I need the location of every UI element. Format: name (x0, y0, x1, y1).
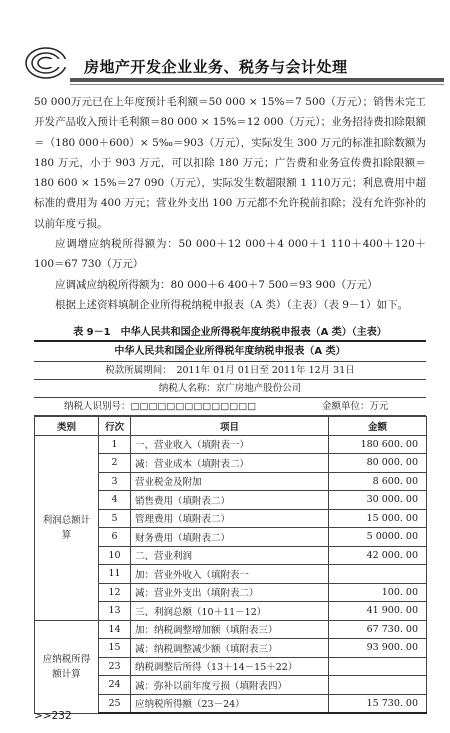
line-number-cell: 23 (99, 657, 131, 676)
amount-cell: 41 900. 00 (329, 602, 427, 621)
amount-cell: 30 000. 00 (329, 491, 427, 510)
table-row (35, 620, 427, 639)
item-cell: 纳税调整后所得（13＋14－15＋22） (131, 657, 329, 676)
amount-cell: 67 730. 00 (329, 620, 427, 639)
tax-return-form (34, 340, 426, 714)
line-number-cell: 15 (99, 639, 131, 658)
table-header-row (35, 417, 427, 436)
column-header: 行次 (99, 417, 131, 436)
item-cell: 营业税金及附加 (131, 472, 329, 491)
line-number-cell: 6 (99, 528, 131, 547)
category-cell: 利润总额计算 (35, 435, 99, 620)
header-title: 房地产开发企业业务、税务与会计处理 (84, 58, 348, 76)
line-number-cell: 4 (99, 491, 131, 510)
header-rule (70, 78, 444, 82)
amount-cell: 15 730. 00 (329, 694, 427, 713)
line-number-cell: 3 (99, 472, 131, 491)
table-body (35, 435, 427, 713)
amount-cell (329, 565, 427, 584)
category-cell: 应纳税所得额计算 (35, 620, 99, 713)
column-header: 金额 (329, 417, 427, 436)
item-cell: 应纳税所得额（23－24） (131, 694, 329, 713)
amount-cell: 5 0000. 00 (329, 528, 427, 547)
tax-period: 税款所属期间： 2011年 01月 01日至 2011年 12月 31日 (34, 362, 426, 380)
item-cell: 减：纳税调整减少额（填附表三） (131, 639, 329, 658)
line-number-cell: 24 (99, 676, 131, 695)
column-header: 类别 (35, 417, 99, 436)
page-header (14, 34, 444, 86)
taxpayer-name: 纳税人名称：京广房地产股份公司 (34, 380, 426, 398)
line-number-cell: 1 (99, 435, 131, 454)
page-number: >>232 (34, 710, 72, 722)
line-number-cell: 12 (99, 583, 131, 602)
amount-unit: 金额单位：万元 (322, 401, 389, 412)
swirl-logo-icon (24, 46, 68, 80)
body-text (34, 92, 426, 315)
item-cell: 减：营业成本（填附表二） (131, 454, 329, 473)
line-number-cell: 14 (99, 620, 131, 639)
amount-cell: 180 600. 00 (329, 435, 427, 454)
amount-cell: 42 000. 00 (329, 546, 427, 565)
line-number-cell: 2 (99, 454, 131, 473)
amount-cell: 100. 00 (329, 583, 427, 602)
paragraph: 50 000万元已在上年度预计毛利额＝50 000 × 15%＝7 500（万元）；销售未完工开发产品收入预计毛利额＝80 000 × 15%＝12 000（万元）；业务招待费扣除限额＝（180 000＋600）× 5‰＝903（万元），实际发生 300 万元的标准扣除数额为 180 万元，小于 903 万元，可以扣除 180 万元；广告费和业务宣传费扣除限额＝180 600 × 15%＝27 090（万元），实际发生数超限额 1 110万元；利息费用中超标准的费用为 400 万元；营业外支出 100 万元都不允许税前扣除；没有允许弥补的以前年度亏损。 (34, 96, 426, 230)
line-number-cell: 13 (99, 602, 131, 621)
amount-cell: 15 000. 00 (329, 509, 427, 528)
table-caption: 表 9－1 中华人民共和国企业所得税年度纳税申报表（A 类）（主表） (73, 327, 387, 338)
paragraph: 应调减应纳税所得额为：80 000＋6 400＋7 500＝93 900（万元） (55, 278, 378, 291)
line-number-cell: 5 (99, 509, 131, 528)
header-rule-thin (70, 84, 444, 85)
amount-cell (329, 657, 427, 676)
column-header: 项目 (131, 417, 329, 436)
item-cell: 加：营业外收入（填附表一 (131, 565, 329, 584)
amount-cell: 93 900. 00 (329, 639, 427, 658)
amount-cell: 80 000. 00 (329, 454, 427, 473)
taxpayer-id: 纳税人识别号：□□□□□□□□□□□□□□ (64, 401, 257, 412)
paragraph: 应调增应纳税所得额为：50 000＋12 000＋4 000＋1 110＋400＋120＋100＝67 730（万元） (34, 238, 426, 271)
line-number-cell: 11 (99, 565, 131, 584)
table-row (35, 435, 427, 454)
line-number-cell: 10 (99, 546, 131, 565)
tax-table (34, 416, 427, 714)
line-number-cell: 25 (99, 694, 131, 713)
taxpayer-id-row (34, 398, 426, 416)
item-cell: 三、利润总额（10＋11－12） (131, 602, 329, 621)
item-cell: 一、营业收入（填附表一） (131, 435, 329, 454)
amount-cell: 8 600. 00 (329, 472, 427, 491)
item-cell: 加：纳税调整增加额（填附表三） (131, 620, 329, 639)
item-cell: 减：弥补以前年度亏损（填附表四） (131, 676, 329, 695)
paragraph: 根据上述资料填制企业所得税纳税申报表（A 类）（主表）（表 9－1）如下。 (55, 298, 409, 311)
item-cell: 减：营业外支出（填附表二） (131, 583, 329, 602)
item-cell: 财务费用（填附表二） (131, 528, 329, 547)
item-cell: 销售费用（填附表二） (131, 491, 329, 510)
amount-cell (329, 676, 427, 695)
form-title: 中华人民共和国企业所得税年度纳税申报表（A 类） (34, 340, 426, 362)
item-cell: 二、营业利润 (131, 546, 329, 565)
item-cell: 管理费用（填附表二） (131, 509, 329, 528)
